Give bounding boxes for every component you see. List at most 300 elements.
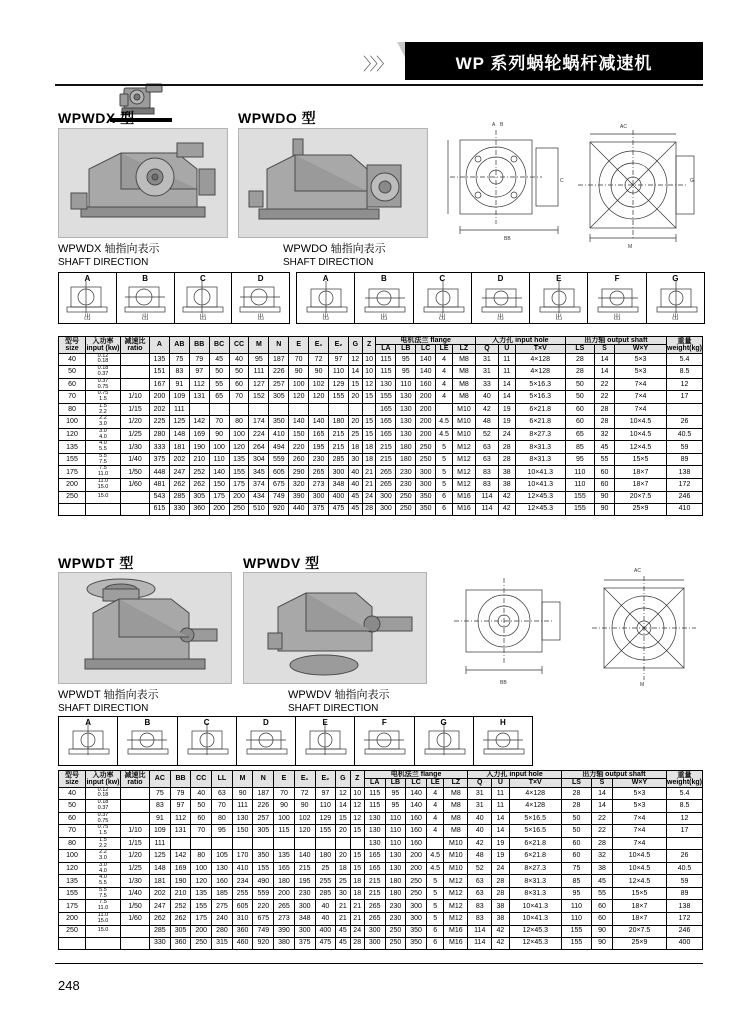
cell-value: 305 <box>269 391 289 404</box>
cell-value: 10×41.3 <box>509 913 561 926</box>
cell-value: 110 <box>385 812 406 825</box>
cell-value: 165 <box>364 862 385 875</box>
cell-ratio <box>121 503 150 515</box>
svg-text:M: M <box>628 244 633 250</box>
cell-value: 22 <box>592 812 613 825</box>
cell-value: 215 <box>376 441 396 454</box>
cell-value: 8×31.3 <box>509 887 561 900</box>
cell-value: 305 <box>189 491 209 503</box>
cell-value: 20×7.5 <box>612 925 666 937</box>
cell-value: 83 <box>150 800 171 813</box>
cell-value: 5 <box>426 875 444 888</box>
cell-value: 5×3 <box>612 787 666 800</box>
cell-value: 24 <box>492 862 509 875</box>
cell-weight: 59 <box>667 875 703 888</box>
cell-value: 170 <box>232 850 253 863</box>
cell-value: 25 <box>315 862 336 875</box>
cell-value: 230 <box>309 453 329 466</box>
cell-value: 250 <box>396 491 416 503</box>
product-photo-wpwdt <box>58 572 232 684</box>
cell-value: 605 <box>269 466 289 479</box>
cell-value: 90 <box>232 787 253 800</box>
cell-value: M12 <box>452 466 475 479</box>
cell-value: 304 <box>249 453 269 466</box>
cell-value: M16 <box>444 937 468 949</box>
cell-value: 262 <box>170 913 191 926</box>
cell-value: 12×4.5 <box>615 441 667 454</box>
cell-value: 8×31.3 <box>515 453 565 466</box>
cell-value: 45 <box>594 441 614 454</box>
cell-value: 155 <box>229 466 249 479</box>
cell-value: 85 <box>561 875 591 888</box>
cell-value: 410 <box>232 862 253 875</box>
cell-value: M8 <box>444 825 468 838</box>
cell-ratio: 1/15 <box>121 403 150 416</box>
cell-value: 5 <box>426 900 444 913</box>
th-dim: E <box>274 771 295 788</box>
cell-value: 22 <box>594 378 614 391</box>
cell-value: 8×31.3 <box>515 441 565 454</box>
cell-value: 15 <box>336 812 350 825</box>
cell-value: 142 <box>189 416 209 429</box>
cell-input: 3.0 4.0 <box>86 428 121 441</box>
cell-value: M16 <box>452 503 475 515</box>
cell-value: 42 <box>498 503 515 515</box>
cell-value: 215 <box>329 441 349 454</box>
cell-input: 0.37 0.75 <box>86 812 121 825</box>
cell-value: 155 <box>329 391 349 404</box>
cell-value: 300 <box>364 937 385 949</box>
cell-value: 140 <box>289 416 309 429</box>
cell-value: 50 <box>561 825 591 838</box>
product-photo-wpwdv <box>243 572 427 684</box>
cell-value: 70 <box>274 787 295 800</box>
cell-value: 110 <box>565 466 594 479</box>
cell-value: 350 <box>253 850 274 863</box>
cell-value: 12 <box>336 787 350 800</box>
cell-value: 434 <box>249 491 269 503</box>
cell-value: 5×16.5 <box>509 825 561 838</box>
cell-value: 42 <box>475 403 498 416</box>
th-flange: 电机法兰 flange <box>376 337 475 345</box>
cell-value: 4×128 <box>515 353 565 366</box>
cell-value: 45 <box>348 491 362 503</box>
table-row <box>59 887 703 900</box>
svg-text:AC: AC <box>634 568 641 574</box>
cell-value: 7×4 <box>612 837 666 850</box>
cell-value: 350 <box>269 416 289 429</box>
cell-value: 40 <box>468 825 492 838</box>
cell-value: 28 <box>350 937 364 949</box>
cell-value: 250 <box>416 441 436 454</box>
cell-input: 0.12 0.18 <box>86 353 121 366</box>
cell-value: 20 <box>348 416 362 429</box>
cell-value: 130 <box>232 812 253 825</box>
cell-value: 300 <box>309 491 329 503</box>
cell-value: 95 <box>212 825 233 838</box>
cell-value: 50 <box>565 391 594 404</box>
cell-value: 12 <box>362 378 376 391</box>
cell-value: 14 <box>492 825 509 838</box>
cell-value: 200 <box>416 403 436 416</box>
cell-value: 40 <box>229 353 249 366</box>
cell-weight: 246 <box>667 925 703 937</box>
cell-value: 18×7 <box>612 900 666 913</box>
cell-weight: 89 <box>667 887 703 900</box>
cell-value: 75 <box>150 787 171 800</box>
cell-value <box>253 837 274 850</box>
cell-value: 247 <box>150 900 171 913</box>
cell-value: 72 <box>294 787 315 800</box>
cell-value: 129 <box>315 812 336 825</box>
cell-value: 25 <box>336 875 350 888</box>
cell-value: 250 <box>385 937 406 949</box>
cell-value: 348 <box>294 913 315 926</box>
cell-value: 25 <box>348 428 362 441</box>
cell-value: 50 <box>565 378 594 391</box>
cell-ratio: 1/50 <box>121 466 150 479</box>
cell-value: 210 <box>170 887 191 900</box>
cell-value: 234 <box>232 875 253 888</box>
model-title-wpwdo: WPWDO 型 <box>238 110 317 126</box>
product-photo-wpwdx <box>58 128 228 238</box>
cell-value: 150 <box>209 479 229 492</box>
cell-value: 300 <box>416 466 436 479</box>
cell-value: 5×3 <box>615 353 667 366</box>
cell-value: 90 <box>209 428 229 441</box>
th-dim: E₂ <box>329 337 349 354</box>
cell-weight: 138 <box>667 900 703 913</box>
cell-value: 24 <box>362 491 376 503</box>
cell-weight: 246 <box>667 491 703 503</box>
cell-value: 390 <box>289 491 309 503</box>
cell-value: 8×31.3 <box>509 875 561 888</box>
spec-table-2 <box>58 770 703 950</box>
th-col: LB <box>396 345 416 353</box>
cell-value <box>274 837 295 850</box>
cell-value: 4×128 <box>515 366 565 379</box>
cell-value: 6×21.8 <box>509 850 561 863</box>
cell-value: 90 <box>309 366 329 379</box>
caption-wpwdo: WPWDO 轴指向表示 SHAFT DIRECTION <box>283 243 386 268</box>
cell-value: 190 <box>170 875 191 888</box>
cell-value: 110 <box>565 479 594 492</box>
cell-value: 300 <box>416 479 436 492</box>
cell-value: M8 <box>452 391 475 404</box>
cell-value: 7×4 <box>612 812 666 825</box>
cell-ratio: 1/20 <box>121 850 150 863</box>
cell-value <box>170 837 191 850</box>
cell-weight: 89 <box>667 453 703 466</box>
cell-value: 5 <box>436 479 453 492</box>
th-dim: E₂ <box>315 771 336 788</box>
cell-value: 131 <box>170 825 191 838</box>
cell-value: 83 <box>475 479 498 492</box>
th-weight: 重量 weight(kg) <box>667 337 702 352</box>
cell-value: 374 <box>249 479 269 492</box>
header-rule <box>55 84 703 86</box>
cell-value: 70 <box>212 800 233 813</box>
cell-ratio: 1/20 <box>121 416 150 429</box>
cell-value: 4.5 <box>436 416 453 429</box>
cell-ratio: 1/30 <box>121 441 150 454</box>
cell-value: 105 <box>212 850 233 863</box>
th-output-shaft: 出力轴 output shaft <box>565 337 666 345</box>
cell-value: 257 <box>269 378 289 391</box>
chevron-decoration: 〉〉〉 <box>363 55 391 74</box>
cell-value: 70 <box>209 416 229 429</box>
cell-value: 4 <box>426 787 444 800</box>
cell-value: 18 <box>348 441 362 454</box>
cell-value: 18 <box>350 887 364 900</box>
cell-value: 109 <box>169 391 189 404</box>
cell-value: 60 <box>561 837 591 850</box>
cell-weight: 400 <box>667 937 703 949</box>
cell-value: 52 <box>475 428 498 441</box>
cell-value: 155 <box>565 503 594 515</box>
cell-value: 380 <box>274 937 295 949</box>
cell-value: 285 <box>169 491 189 503</box>
cell-ratio: 1/25 <box>121 862 150 875</box>
th-dim: E₁ <box>294 771 315 788</box>
cell-weight: 12 <box>667 812 703 825</box>
svg-text:G: G <box>690 178 694 184</box>
cell-value: 230 <box>396 479 416 492</box>
cell-value: 18 <box>350 875 364 888</box>
cell-value: M8 <box>452 378 475 391</box>
cell-value: 12×45.3 <box>515 503 565 515</box>
cell-value: 45 <box>209 353 229 366</box>
cell-value: 6×21.8 <box>509 837 561 850</box>
cell-value: 224 <box>249 428 269 441</box>
cell-value: 60 <box>565 416 594 429</box>
th-dim: A <box>150 337 170 354</box>
cell-value: M16 <box>444 925 468 937</box>
th-input: 入功率 input (kw) <box>86 337 120 352</box>
cell-value: 360 <box>232 925 253 937</box>
cell-value: 75 <box>169 353 189 366</box>
cell-value: 181 <box>169 441 189 454</box>
cell-value: 350 <box>406 925 427 937</box>
cell-value: 12 <box>350 812 364 825</box>
cell-value: 15 <box>348 378 362 391</box>
cell-value: 90 <box>289 366 309 379</box>
cell-value: 12 <box>350 800 364 813</box>
cell-value: 18 <box>362 453 376 466</box>
cell-value <box>249 403 269 416</box>
cell-value: 24 <box>498 428 515 441</box>
cell-value: 125 <box>169 416 189 429</box>
cell-value: 83 <box>475 466 498 479</box>
cell-value: 129 <box>329 378 349 391</box>
cell-value: 50 <box>229 366 249 379</box>
cell-value: 95 <box>396 353 416 366</box>
cell-value: 50 <box>191 800 212 813</box>
cell-value: 230 <box>385 900 406 913</box>
cell-value: 60 <box>594 466 614 479</box>
shaft-direction-strip-wpwdx: A 出 B 出 C 出 D 出 <box>58 272 290 324</box>
cell-value: 175 <box>209 491 229 503</box>
cell-value: 21 <box>336 900 350 913</box>
cell-value: 40 <box>348 466 362 479</box>
table-row <box>59 503 703 515</box>
cell-input: 5.5 7.5 <box>86 453 121 466</box>
th-weight: 重量 weight(kg) <box>667 771 702 786</box>
cell-value: 80 <box>191 850 212 863</box>
cell-input: 0.75 1.5 <box>86 391 121 404</box>
cell-value: 112 <box>189 378 209 391</box>
th-col: LZ <box>452 345 475 353</box>
cell-value: 140 <box>309 416 329 429</box>
cell-value: 40 <box>315 900 336 913</box>
cell-value: 14 <box>336 800 350 813</box>
cell-value: 140 <box>416 366 436 379</box>
cell-value: 215 <box>364 875 385 888</box>
cell-value: 28 <box>561 800 591 813</box>
cell-value: 8×27.3 <box>515 428 565 441</box>
th-dim: BB <box>189 337 209 354</box>
cell-value: 15×5 <box>612 887 666 900</box>
cell-size: 100 <box>59 850 86 863</box>
cell-input: 1.5 2.2 <box>86 837 121 850</box>
cell-value: 155 <box>376 391 396 404</box>
cell-value <box>289 403 309 416</box>
cell-value: 200 <box>416 428 436 441</box>
cell-value: 10×4.5 <box>612 850 666 863</box>
cell-value: 4.5 <box>436 428 453 441</box>
cell-value: 21 <box>350 913 364 926</box>
cell-value: 14 <box>492 812 509 825</box>
cell-value: 135 <box>274 850 295 863</box>
cell-value: 510 <box>249 503 269 515</box>
cell-value: 21 <box>350 900 364 913</box>
cell-ratio: 1/60 <box>121 479 150 492</box>
table-row <box>59 466 703 479</box>
cell-value: 165 <box>376 428 396 441</box>
cell-value: M10 <box>452 428 475 441</box>
cell-value: 390 <box>274 925 295 937</box>
cell-value: 85 <box>565 441 594 454</box>
cell-value: 200 <box>150 391 170 404</box>
cell-value: 31 <box>475 366 498 379</box>
cell-value <box>209 403 229 416</box>
cell-value: 22 <box>592 825 613 838</box>
cell-value <box>362 403 376 416</box>
th-col: Q <box>468 779 492 787</box>
cell-value: 111 <box>150 837 171 850</box>
cell-size: 40 <box>59 353 86 366</box>
cell-value: 180 <box>329 416 349 429</box>
cell-size: 200 <box>59 479 86 492</box>
cell-value: 42 <box>498 491 515 503</box>
cell-value <box>336 837 350 850</box>
cell-value: 151 <box>150 366 170 379</box>
cell-value: M8 <box>444 812 468 825</box>
page-title: WP 系列蜗轮蜗杆减速机 <box>405 42 703 80</box>
cell-ratio <box>121 378 150 391</box>
cell-value: 90 <box>274 800 295 813</box>
cell-value: 70 <box>229 391 249 404</box>
cell-value <box>294 837 315 850</box>
cell-value: 28 <box>492 875 509 888</box>
cell-value: 7×4 <box>615 391 667 404</box>
cell-value: 110 <box>329 366 349 379</box>
cell-value: 38 <box>592 862 613 875</box>
cell-value: 140 <box>416 353 436 366</box>
cell-value: M10 <box>444 837 468 850</box>
cell-value: 920 <box>253 937 274 949</box>
cell-value: 215 <box>294 862 315 875</box>
cell-value: 265 <box>309 466 329 479</box>
caption-wpwdt: WPWDT 轴指向表示 SHAFT DIRECTION <box>58 689 159 714</box>
cell-value: 300 <box>376 491 396 503</box>
model-title-wpwdt: WPWDT 型 <box>58 555 134 571</box>
cell-value: 115 <box>364 787 385 800</box>
cell-value: 265 <box>364 913 385 926</box>
cell-value: 15 <box>350 850 364 863</box>
th-dim: Z <box>362 337 376 354</box>
cell-size: 175 <box>59 466 86 479</box>
cell-value: 350 <box>406 937 427 949</box>
cell-ratio <box>121 937 150 949</box>
technical-drawing-top <box>440 112 703 262</box>
cell-ratio <box>121 353 150 366</box>
table-row <box>59 825 703 838</box>
cell-size: 250 <box>59 925 86 937</box>
th-col: LA <box>376 345 396 353</box>
table-row <box>59 491 703 503</box>
cell-value: 4.5 <box>426 862 444 875</box>
cell-value <box>229 403 249 416</box>
cell-value: 130 <box>376 378 396 391</box>
cell-value: 215 <box>364 887 385 900</box>
cell-value: 110 <box>385 825 406 838</box>
cell-value: 250 <box>191 937 212 949</box>
th-size: 型号 size <box>59 337 86 354</box>
cell-input: 7.5 11.0 <box>86 466 121 479</box>
cell-input: 2.2 3.0 <box>86 850 121 863</box>
th-output-shaft: 出力轴 output shaft <box>561 771 666 779</box>
th-col: LA <box>364 779 385 787</box>
technical-drawing-bottom <box>444 556 703 686</box>
cell-input: 0.18 0.37 <box>86 800 121 813</box>
cell-value: M8 <box>444 787 468 800</box>
cell-value: 155 <box>561 925 591 937</box>
table-row <box>59 900 703 913</box>
cell-value: 60 <box>565 403 594 416</box>
cell-value: 50 <box>209 366 229 379</box>
th-col: W×Y <box>612 779 666 787</box>
cell-value: 22 <box>594 391 614 404</box>
th-size: 型号 size <box>59 771 86 788</box>
cell-value: 45 <box>336 925 350 937</box>
cell-value: 15×5 <box>615 453 667 466</box>
cell-value: 265 <box>376 466 396 479</box>
cell-input: 11.0 15.0 <box>86 913 121 926</box>
cell-value: 15 <box>362 391 376 404</box>
cell-value: 20 <box>336 850 350 863</box>
cell-value: 142 <box>170 850 191 863</box>
cell-value: 135 <box>191 887 212 900</box>
cell-size: 50 <box>59 800 86 813</box>
cell-value: 290 <box>289 466 309 479</box>
cell-input: 4.0 5.5 <box>86 875 121 888</box>
cell-value: 375 <box>309 503 329 515</box>
cell-value: M12 <box>452 453 475 466</box>
cell-value: 175 <box>191 913 212 926</box>
cell-input: 1.5 2.2 <box>86 403 121 416</box>
cell-value: 130 <box>396 428 416 441</box>
